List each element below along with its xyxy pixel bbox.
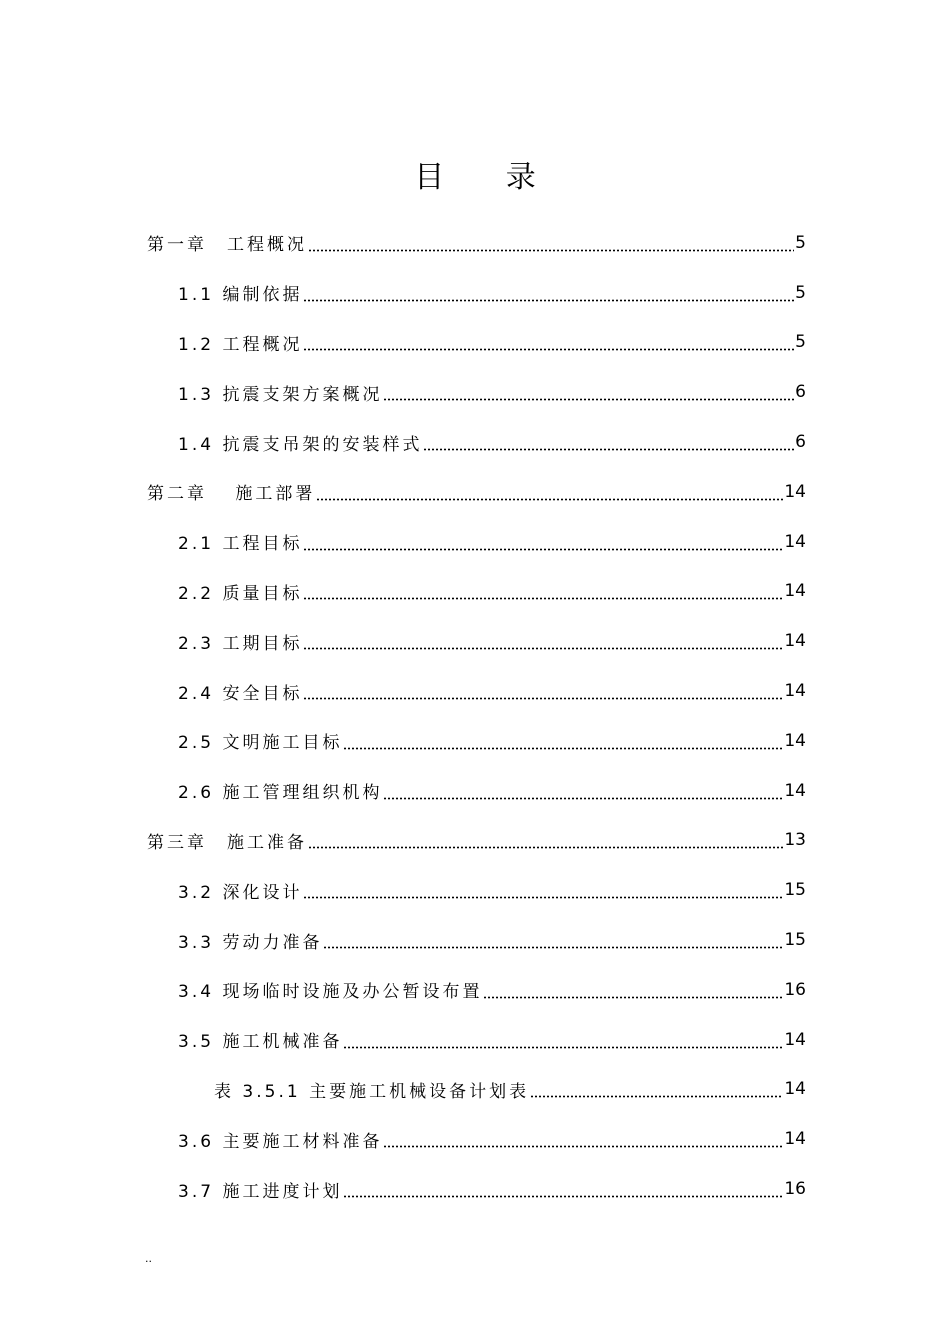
toc-entry-label: 3.5 施工机械准备 xyxy=(178,1032,343,1053)
toc-entry-label: 3.2 深化设计 xyxy=(178,882,303,903)
toc-dot-leader xyxy=(383,784,783,800)
toc-entry[interactable] xyxy=(0,716,950,766)
toc-entry-page: 5 xyxy=(795,282,806,303)
toc-entry-page: 14 xyxy=(784,780,806,801)
toc-entry-label: 2.4 安全目标 xyxy=(178,683,303,704)
toc-title: 目 录 xyxy=(414,160,562,195)
toc-entry-label: 2.6 施工管理组织机构 xyxy=(178,783,383,804)
toc-entry-page: 6 xyxy=(795,432,806,453)
toc-entry-label: 2.5 文明施工目标 xyxy=(178,733,343,754)
toc-entry-page: 15 xyxy=(784,880,806,901)
toc-entry[interactable] xyxy=(0,666,950,716)
footer-mark: .. xyxy=(145,1252,152,1265)
toc-entry-page: 14 xyxy=(784,531,806,552)
toc-dot-leader xyxy=(316,485,783,501)
toc-entry[interactable] xyxy=(0,865,950,915)
toc-entry[interactable] xyxy=(0,1114,950,1164)
toc-dot-leader xyxy=(343,1033,783,1049)
toc-entry-label: 3.4 现场临时设施及办公暂设布置 xyxy=(178,982,483,1003)
toc-entry-label: 表 3.5.1 主要施工机械设备计划表 xyxy=(214,1081,530,1102)
toc-entry-page: 5 xyxy=(795,332,806,353)
toc-entry-page: 14 xyxy=(784,581,806,602)
toc-entry-label: 第三章 施工准备 xyxy=(147,832,307,853)
toc-dot-leader xyxy=(303,883,783,899)
toc-entry-page: 14 xyxy=(784,1129,806,1150)
toc-entry-page: 13 xyxy=(784,830,806,851)
toc-entry-page: 14 xyxy=(784,1079,806,1100)
toc-entry-label: 第二章 施工部署 xyxy=(147,484,316,505)
toc-entry[interactable] xyxy=(0,965,950,1015)
toc-entry-page: 14 xyxy=(784,730,806,751)
toc-entry-page: 14 xyxy=(784,631,806,652)
toc-entry-label: 1.3 抗震支架方案概况 xyxy=(178,384,383,405)
toc-dot-leader xyxy=(383,1132,783,1148)
toc-entry-label: 3.6 主要施工材料准备 xyxy=(178,1131,383,1152)
toc-dot-leader xyxy=(308,236,794,252)
toc-dot-leader xyxy=(308,833,783,849)
toc-dot-leader xyxy=(303,286,794,302)
toc-entry[interactable] xyxy=(0,268,950,318)
toc-entry[interactable] xyxy=(0,766,950,816)
toc-entry-page: 14 xyxy=(784,681,806,702)
toc-entry-label: 3.7 施工进度计划 xyxy=(178,1181,343,1202)
toc-dot-leader xyxy=(343,734,783,750)
toc-entry-label: 1.4 抗震支吊架的安装样式 xyxy=(178,434,423,455)
toc-entry-page: 6 xyxy=(795,382,806,403)
toc-entry[interactable] xyxy=(0,318,950,368)
toc-list xyxy=(0,218,950,1214)
toc-dot-leader xyxy=(303,584,783,600)
toc-entry-label: 2.3 工期目标 xyxy=(178,633,303,654)
toc-dot-leader xyxy=(423,435,794,451)
toc-dot-leader xyxy=(323,933,783,949)
toc-entry[interactable] xyxy=(0,616,950,666)
toc-entry[interactable] xyxy=(0,1065,950,1115)
toc-entry-page: 16 xyxy=(784,1179,806,1200)
toc-dot-leader xyxy=(343,1182,783,1198)
toc-dot-leader xyxy=(303,634,783,650)
toc-entry-label: 1.1 编制依据 xyxy=(178,285,303,306)
toc-entry-label: 3.3 劳动力准备 xyxy=(178,932,323,953)
toc-entry[interactable] xyxy=(0,517,950,567)
toc-dot-leader xyxy=(303,335,794,351)
toc-dot-leader xyxy=(303,535,783,551)
toc-dot-leader xyxy=(483,983,783,999)
toc-entry-label: 2.2 质量目标 xyxy=(178,583,303,604)
toc-entry[interactable] xyxy=(0,218,950,268)
toc-entry-page: 5 xyxy=(795,232,806,253)
toc-entry-page: 14 xyxy=(784,481,806,502)
toc-entry-label: 第一章 工程概况 xyxy=(147,235,307,256)
toc-entry-page: 15 xyxy=(784,930,806,951)
toc-entry[interactable] xyxy=(0,417,950,467)
toc-entry[interactable] xyxy=(0,1015,950,1065)
toc-dot-leader xyxy=(383,385,794,401)
toc-entry-page: 16 xyxy=(784,979,806,1000)
toc-entry-label: 2.1 工程目标 xyxy=(178,534,303,555)
toc-entry[interactable] xyxy=(0,367,950,417)
toc-entry[interactable] xyxy=(0,567,950,617)
toc-entry[interactable] xyxy=(0,915,950,965)
toc-dot-leader xyxy=(530,1082,783,1098)
toc-entry[interactable] xyxy=(0,1164,950,1214)
toc-dot-leader xyxy=(303,684,783,700)
toc-entry-page: 14 xyxy=(784,1029,806,1050)
toc-entry[interactable] xyxy=(0,467,950,517)
toc-entry-label: 1.2 工程概况 xyxy=(178,334,303,355)
toc-entry[interactable] xyxy=(0,816,950,866)
